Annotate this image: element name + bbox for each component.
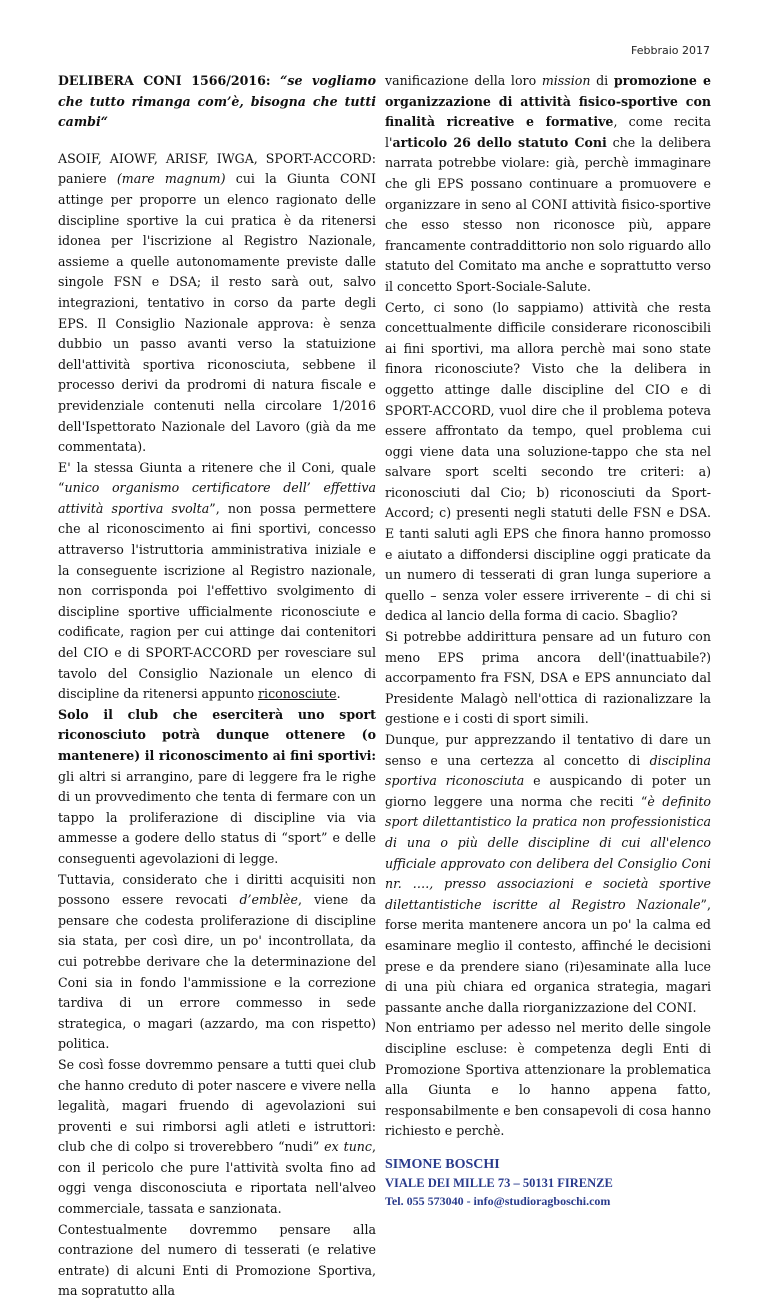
text: E' la stessa Giunta a ritenere che il Coni, quale “	[58, 459, 376, 496]
text: ASOIF, AIOWF, ARISF, IWGA, SPORT-ACCORD: paniere	[58, 150, 376, 187]
text-italic: d’emblèe	[239, 892, 298, 908]
text-italic: disciplina sportiva riconosciuta	[385, 752, 711, 789]
paragraph	[58, 705, 376, 870]
left-column	[58, 71, 376, 1302]
paragraph	[58, 458, 376, 705]
paragraph: Contestualmente dovremmo pensare alla contrazione del numero di tesserati (e relative entrate) di alcuni Enti di Promozione Sportiva, ma sopratutto alla	[58, 1221, 376, 1299]
text-italic: (mare magnum)	[116, 171, 226, 187]
text-bold: articolo 26 dello statuto Coni	[392, 134, 607, 150]
paragraph	[58, 149, 376, 458]
paragraph	[58, 1055, 376, 1220]
text: gli altri si arrangino, pare di leggere fra le righe di un provvedimento che tenta di fermare con un tappo la proliferazione di discipline via via ammesse a godere dello status di “sport” e delle conseguenti agevolazioni di legge.	[58, 768, 376, 866]
text: cui la Giunta CONI attinge per proporre un elenco ragionato delle discipline sportive la cui pratica è da ritenersi idonea per l'iscrizione al Registro Nazionale, assieme a quelle autonomamente previste dalle singole FSN e DSA; il resto sarà out, salvo integrazioni, tentativo in corso da parte degli EPS. Il Consiglio Nazionale approva: è senza dubbio un passo avanti verso la statuizione dell'attività sportiva riconosciuta, sebbene il processo derivi da prodromi di natura fiscale e previdenziale contenuti nella circolare 1/2016 dell'Ispettorato Nazionale del Lavoro (già da me commentata).	[58, 171, 376, 455]
paragraph: Si potrebbe addirittura pensare ad un futuro con meno EPS prima ancora dell'(inattuabile?) accorpamento fra FSN, DSA e EPS annunciato dal Presidente Malagò nell'ottica di razionalizzare la gestione e i costi di sport simili.	[385, 629, 711, 727]
text: Tuttavia, considerato che i diritti acquisiti non possono essere revocati	[58, 871, 376, 908]
text-italic: unico organismo certificatore dell’ effettiva attività sportiva svolta	[58, 480, 376, 516]
article-title	[58, 71, 376, 133]
text: Dunque, pur apprezzando il tentativo di dare un senso e una certezza al concetto di	[385, 732, 711, 768]
paragraph	[385, 730, 711, 1018]
text: che la delibera narrata potrebbe violare: già, perchè immaginare che gli EPS possano continuare a promuovere e organizzare in seno al CONI attività fisico-sportive che esso stesso non riconosce più, appare francamente contraddittorio non solo riguardo allo statuto del Comitato ma anche e soprattutto verso il concetto Sport-Sociale-Salute.	[385, 134, 712, 294]
right-column	[385, 71, 711, 1210]
text: ”, forse merita mantenere ancora un po' la calma ed esaminare meglio il contesto, affinché le decisioni prese e da prendere siano (ri)esaminate alla luce di una più chiara ed organica strategia, magari passante anche dalla riorganizzazione del CONI.	[385, 896, 711, 1015]
title-bold: DELIBERA CONI 1566/2016:	[58, 73, 281, 88]
text: Se così fosse dovremmo pensare a tutti quei club che hanno creduto di poter nascere e vivere nella legalità, magari fruendo di agevolazioni sui proventi e sui rimborsi agli atleti e istruttori: club che di colpo si troverebbero “nudi”	[58, 1056, 376, 1155]
paragraph: Non entriamo per adesso nel merito delle singole discipline escluse: è competenza degli Enti di Promozione Sportiva attenzionare la problematica alla Giunta e lo hanno appena fatto, responsabilmente e ben consapevoli di cosa hanno richiesto e perchè.	[385, 1020, 711, 1139]
paragraph	[58, 870, 376, 1055]
text: ”, non possa permettere che al riconoscimento ai fini sportivi, concesso attraverso l'istruttoria amministrativa iniziale e la conseguente iscrizione al Registro nazionale, non corrisponda poi l'effettivo svolgimento di discipline sportive ufficialmente riconosciute e codificate, ragion per cui attinge dai contenitori del CIO e di SPORT-ACCORD per rovesciare sul tavolo del Consiglio Nazionale un elenco di discipline da ritenersi appunto	[58, 500, 376, 702]
text: , con il pericolo che pure l'attività svolta fino ad oggi venga disconosciuta e riportata nell'alveo commerciale, tassata e sanzionata.	[58, 1139, 376, 1217]
signature-block	[385, 1156, 711, 1210]
text-bold: Solo il club che eserciterà uno sport riconosciuto potrà dunque ottenere (o mantenere) il riconoscimento ai fini sportivi:	[58, 706, 376, 763]
text: , viene da pensare che codesta proliferazione di discipline sia stata, per così dire, un po' incontrollata, da cui potrebbe derivare che la determinazione del Coni sia in fondo l'ammissione e la correzione tardiva di un errore commesso in sede strategica, o magari (azzardo, ma con rispetto) politica.	[58, 892, 376, 1052]
text-italic: mission	[541, 73, 591, 88]
signature-address: VIALE DEI MILLE 73 – 50131 FIRENZE	[385, 1175, 613, 1190]
paragraph	[385, 71, 711, 298]
text: e auspicando di poter un giorno leggere una norma che reciti “	[385, 773, 711, 809]
text-italic: è definito sport dilettantistico la pratica non professionistica di una o più delle discipline di cui all'elenco ufficiale approvato con delibera del Consiglio Coni nr. …., presso associazioni e società sportive dilettantistiche iscritte al Registro Nazionale	[385, 793, 712, 912]
text: di	[590, 73, 614, 88]
text-bold: promozione e organizzazione di attività fisico-sportive con finalità ricreative e formative	[385, 73, 711, 130]
title-quote: “se vogliamo che tutto rimanga com’è, bisogna che tutti cambi“	[58, 73, 376, 130]
signature-name: SIMONE BOSCHI	[385, 1156, 500, 1172]
text: vanificazione della loro	[385, 73, 542, 88]
text-underlined: riconosciute	[258, 686, 337, 702]
paragraph: Certo, ci sono (lo sappiamo) attività che resta concettualmente difficile considerare riconoscibili ai fini sportivi, ma allora perchè mai sono state finora riconosciute? Visto che la delibera in oggetto attinge dalle discipline del CIO e di SPORT-ACCORD, vuol dire che il problema poteva essere affrontato da tempo, quel problema cui oggi viene data una soluzione-tappo che sta nel salvare sport scelti secondo tre criteri: a) riconosciuti dal Cio; b) riconosciuti da Sport-Accord; c) presenti negli statuti delle FSN e DSA. E tanti saluti agli EPS che finora hanno promosso e aiutato a diffondersi discipline oggi praticate da un numero di tesserati di gran lunga superiore a quello – senza voler essere irriverente – di chi si dedica al lancio della forma di cacio. Sbaglio?	[385, 299, 711, 624]
text: , come recita l'	[385, 114, 711, 150]
page-date: Febbraio 2017	[631, 44, 710, 57]
signature-contact: Tel. 055 573040 - info@studioragboschi.com	[385, 1193, 611, 1208]
text: .	[336, 686, 341, 702]
text-italic: ex tunc	[324, 1139, 372, 1155]
